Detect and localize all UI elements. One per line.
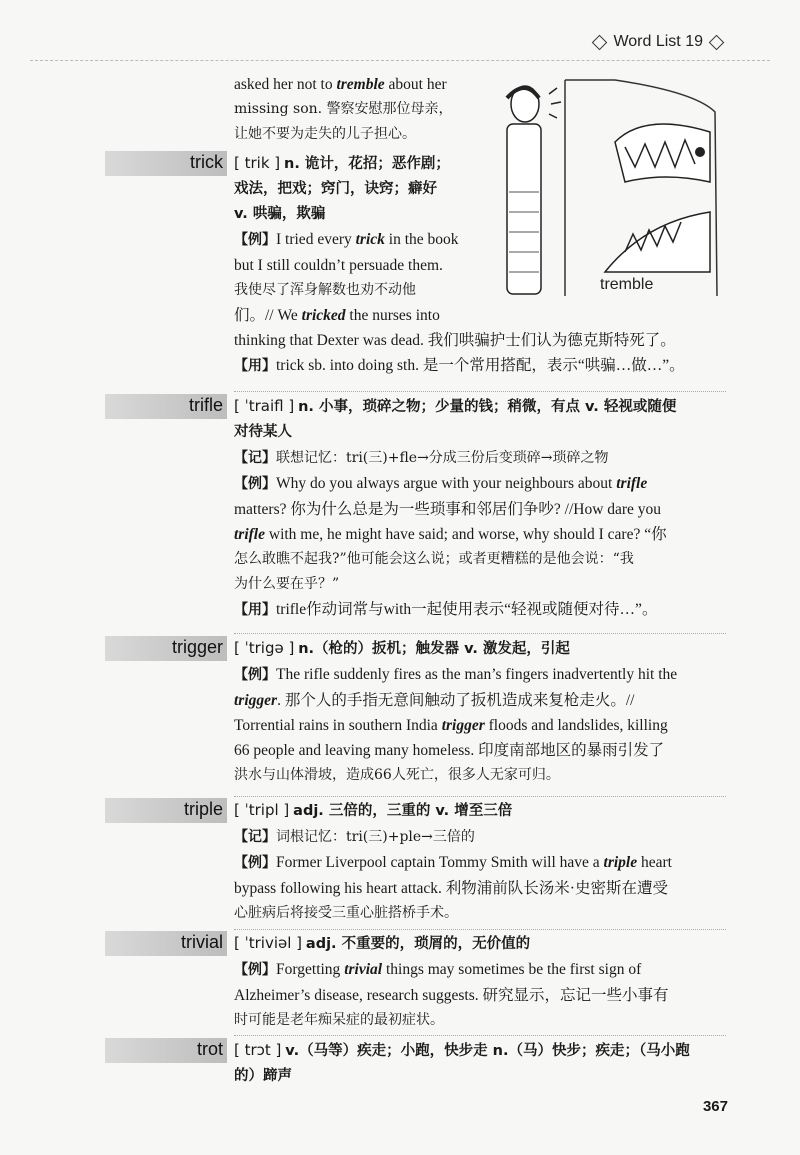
- header-title: Word List 19: [613, 33, 703, 50]
- entry-triple: [ ˈtripl ] adj. 三倍的，三重的 v. 增至三倍 【记】词根记忆：tri(三)+ple→三倍的 【例】Former Liverpool captain Tommy Smith will have a triple heart bypass following his heart attack. 利物浦前队长汤米·史密斯在遭受 心脏病后将接受三重心脏搭桥手术。: [234, 801, 672, 921]
- entry-divider: [234, 796, 726, 797]
- headword-trifle: trifle: [188, 395, 223, 415]
- headword-bar-trivial: [105, 931, 227, 956]
- diamond-bullet-icon: [592, 34, 608, 50]
- headword-bar-trifle: [105, 394, 227, 419]
- entry-divider: [234, 391, 726, 392]
- header-divider: [30, 60, 770, 61]
- headword-bar-trick: [105, 151, 227, 176]
- headword-bar-triple: [105, 798, 227, 823]
- entry-trivial: [ ˈtriviəl ] adj. 不重要的，琐屑的，无价值的 【例】Forgetting trivial things may sometimes be the first sign of Alzheimer’s disease, research suggests. 研究显示，忘记一些小事有 时可能是老年痴呆症的最初症状。: [234, 934, 669, 1028]
- running-header: [594, 33, 722, 51]
- entry-divider: [234, 1035, 726, 1036]
- entry-trifle: [ ˈtraifl ] n. 小事，琐碎之物；少量的钱；稍微，有点 v. 轻视或随便 对待某人 【记】联想记忆：tri(三)+fle→分成三份后变琐碎→琐碎之物 【例】Why do you always argue with your neighbours about trifle matters? 你为什么总是为一些琐事和邻居们争吵? //How dare you trifle with me, he might have said; and worse, why should I care? “你 怎么敢瞧不起我?”他可能会这么说；或者更糟糕的是他会说：“我 为什么要在乎？” 【用】trifle作动词常与with一起使用表示“轻视或随便对待…”。: [234, 397, 677, 618]
- entry-trick: [ trik ] n. 诡计，花招；恶作剧； 戏法，把戏；窍门，诀窍；癖好 v. 哄骗，欺骗 【例】I tried every trick in the book but I still couldn’t persuade them. 我使尽了浑身解数也劝不动他 们。// We tricked the nurses into thinking that Dexter was dead. 我们哄骗护士们认为德克斯特死了。 【用】trick sb. into doing sth. 是一个常用搭配，表示“哄骗…做…”。: [234, 154, 685, 374]
- headword-trigger: trigger: [171, 637, 223, 657]
- page-number: 367: [702, 1098, 728, 1115]
- headword-trot: trot: [196, 1039, 223, 1059]
- entry-trigger: [ ˈtrigə ] n.（枪的）扳机；触发器 v. 激发起，引起 【例】The rifle suddenly fires as the man’s fingers inadvertently hit the trigger. 那个人的手指无意间触动了扳机造成来复枪走火。// Torrential rains in southern India trigger floods and landslides, killing 66 people and leaving many homeless. 印度南部地区的暴雨引发了 洪水与山体滑坡，造成66人死亡，很多人无家可归。: [234, 639, 678, 783]
- headword-bar-trot: [105, 1038, 227, 1063]
- headword-trick: trick: [190, 152, 223, 172]
- entry-divider: [234, 929, 726, 930]
- diamond-bullet-icon: [709, 34, 725, 50]
- headword-trivial: trivial: [180, 932, 223, 952]
- continued-example: asked her not to tremble about her missing son. 警察安慰那位母亲， 让她不要为走失的儿子担心。: [234, 76, 453, 142]
- headword-bar-trigger: [105, 636, 227, 661]
- cartoon-caption: tremble: [600, 276, 654, 293]
- entry-trot: [ trɔt ] v.（马等）疾走；小跑，快步走 n.（马）快步；疾走；（马小跑 的）蹄声: [234, 1041, 690, 1084]
- headword-triple: triple: [183, 799, 223, 819]
- entry-divider: [234, 633, 726, 634]
